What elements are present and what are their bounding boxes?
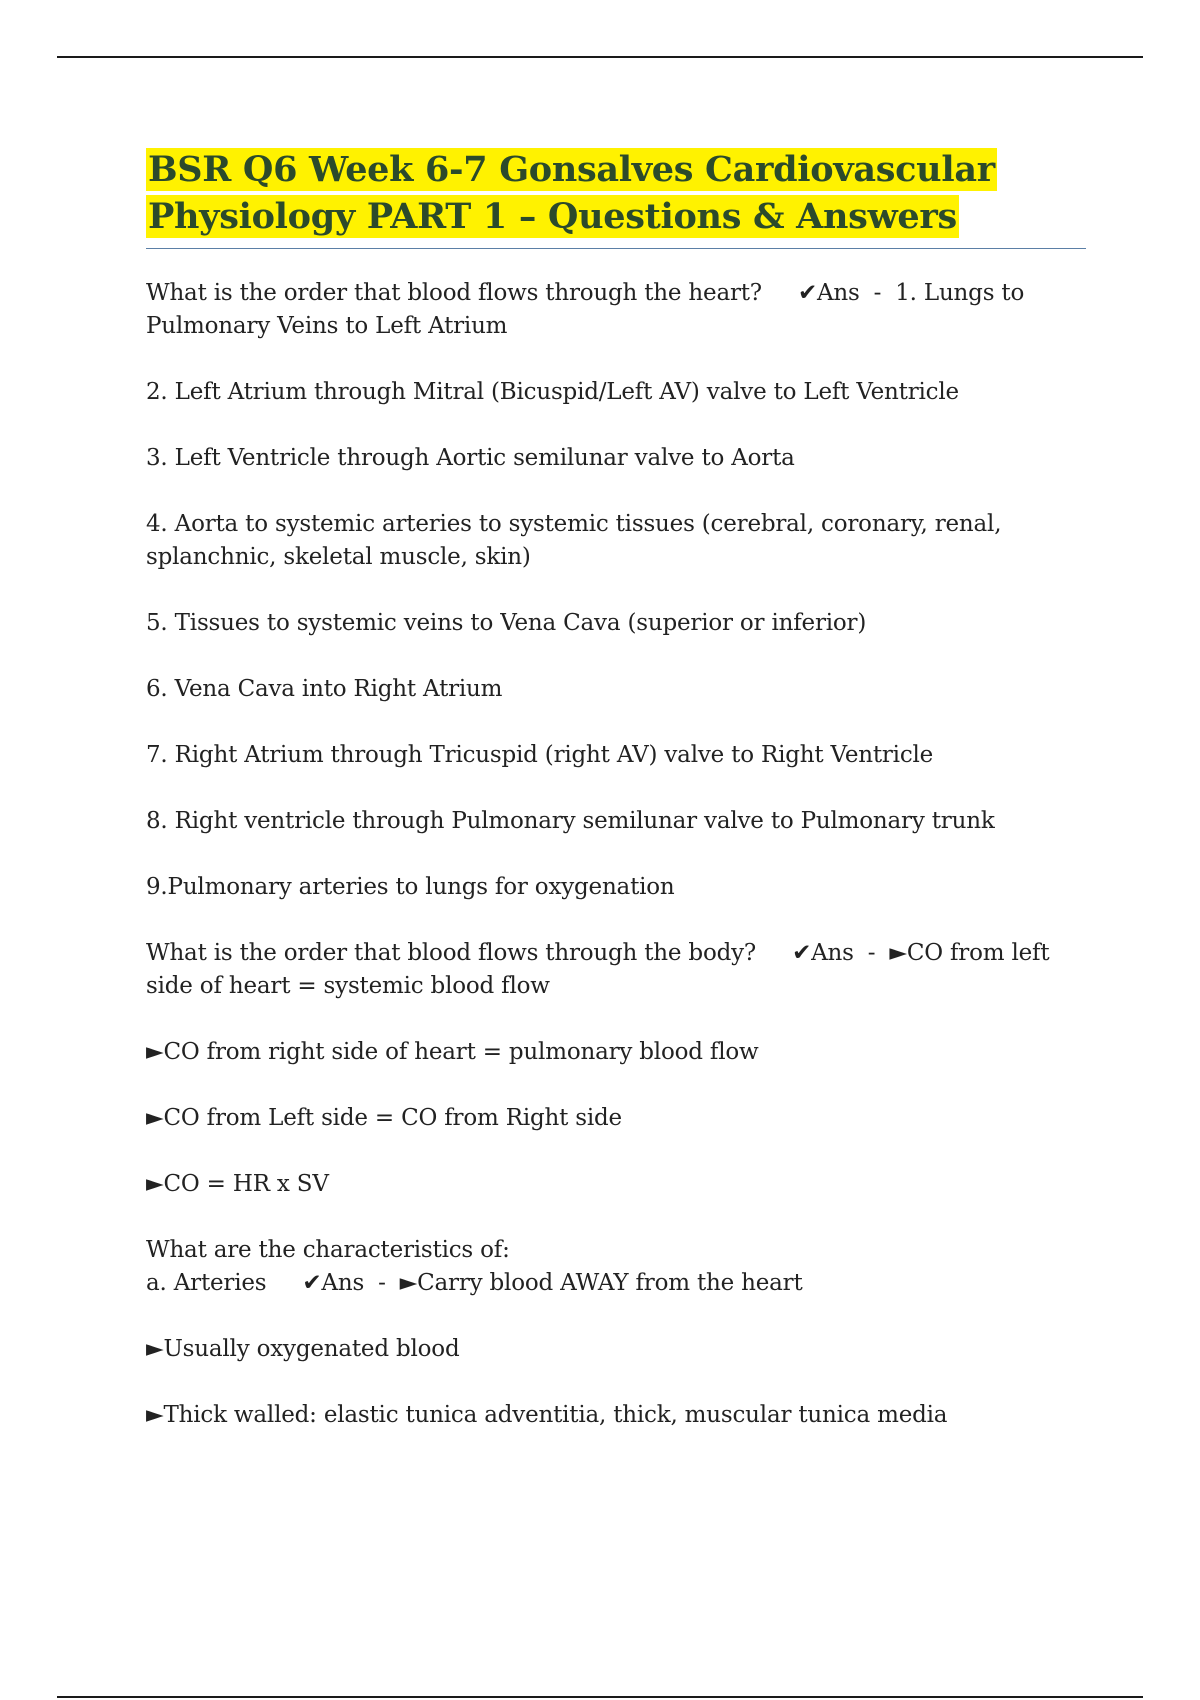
answer-line-co-formula: ►CO = HR x SV xyxy=(146,1171,329,1197)
question-text: What is the order that blood flows through the body? xyxy=(146,940,757,966)
answer-label: ✔Ans xyxy=(792,940,854,966)
qa-item-heart-order xyxy=(146,277,1086,343)
answer-line-2: 2. Left Atrium through Mitral (Bicuspid/Left AV) valve to Left Ventricle xyxy=(146,379,959,405)
qa-item-arteries xyxy=(146,1234,1086,1300)
title-block xyxy=(146,146,1086,249)
question-intro: What are the characteristics of: xyxy=(146,1237,510,1263)
answer-line-5: 5. Tissues to systemic veins to Vena Cava (superior or inferior) xyxy=(146,610,867,636)
answer-separator: - xyxy=(378,1270,386,1296)
answer-text: 1. Lungs to Pulmonary Veins to Left Atrium xyxy=(146,280,1025,339)
qa-item-body-order xyxy=(146,937,1086,1003)
answer-separator: - xyxy=(867,940,876,966)
title-highlight: BSR Q6 Week 6-7 Gonsalves Cardiovascular Physiology PART 1 – Questions & Answers xyxy=(148,149,995,237)
answer-line-thick-walled: ►Thick walled: elastic tunica adventitia, thick, muscular tunica media xyxy=(146,1402,948,1428)
page-top-rule xyxy=(57,56,1143,58)
answer-line-6: 6. Vena Cava into Right Atrium xyxy=(146,676,503,702)
answer-label: ✔Ans xyxy=(302,1270,365,1296)
answer-line-7: 7. Right Atrium through Tricuspid (right AV) valve to Right Ventricle xyxy=(146,742,934,768)
answer-label: ✔Ans xyxy=(797,280,860,306)
answer-line-4: 4. Aorta to systemic arteries to systemic tissues (cerebral, coronary, renal, splanchnic, skeletal muscle, skin) xyxy=(146,511,1002,570)
answer-line-8: 8. Right ventricle through Pulmonary semilunar valve to Pulmonary trunk xyxy=(146,808,995,834)
page-bottom-rule xyxy=(57,1696,1143,1698)
document-body xyxy=(146,146,1086,1465)
answer-line-co-right: ►CO from right side of heart = pulmonary blood flow xyxy=(146,1039,759,1065)
answer-line-3: 3. Left Ventricle through Aortic semilunar valve to Aorta xyxy=(146,445,795,471)
document-title xyxy=(146,146,1086,240)
answer-text: ►CO from left side of heart = systemic blood flow xyxy=(146,940,1050,999)
answer-separator: - xyxy=(873,280,882,306)
question-text: What is the order that blood flows through the heart? xyxy=(146,280,762,306)
answer-line-oxygenated: ►Usually oxygenated blood xyxy=(146,1336,460,1362)
answer-text: ►Carry blood AWAY from the heart xyxy=(399,1270,803,1296)
answer-line-9: 9.Pulmonary arteries to lungs for oxygenation xyxy=(146,874,675,900)
answer-line-co-equal: ►CO from Left side = CO from Right side xyxy=(146,1105,622,1131)
question-text: a. Arteries xyxy=(146,1270,267,1296)
